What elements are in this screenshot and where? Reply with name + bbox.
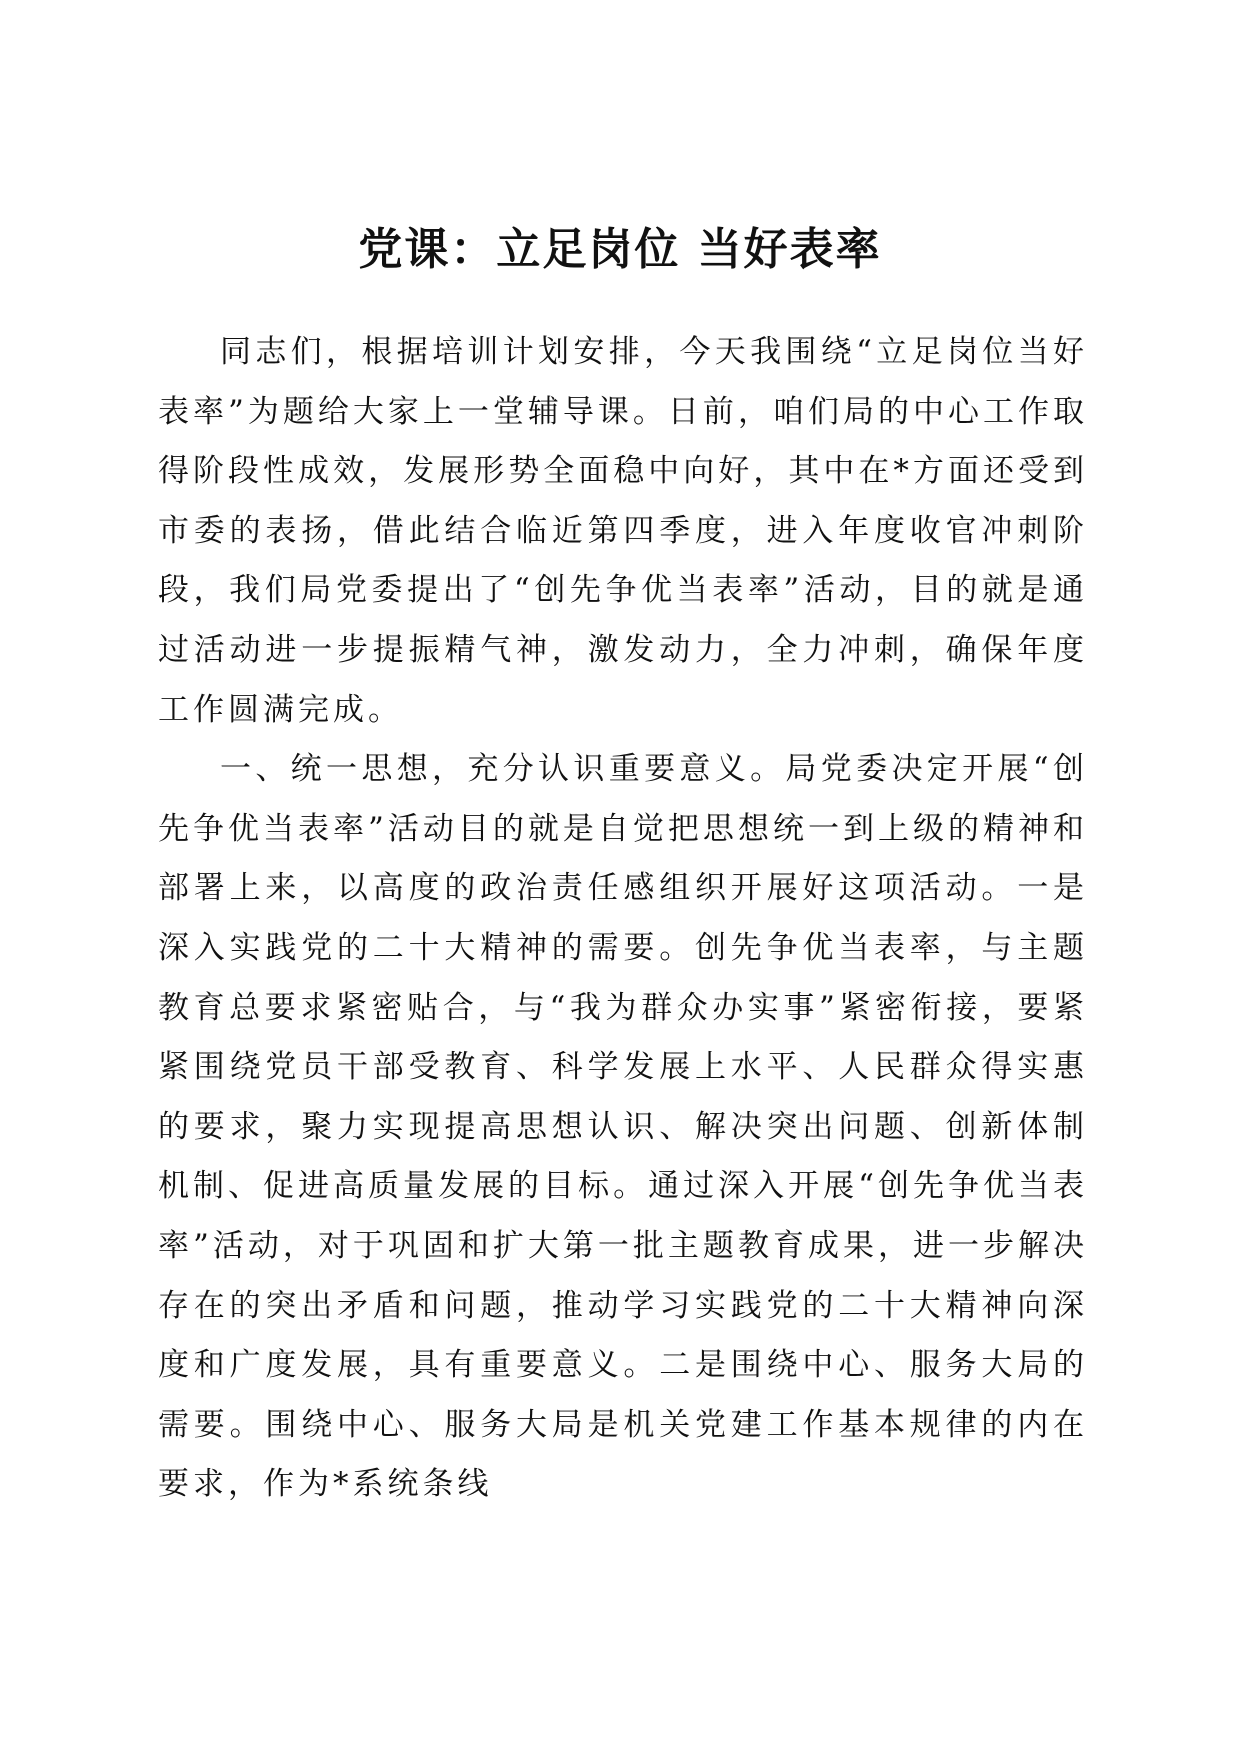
paragraph-intro: 同志们，根据培训计划安排，今天我围绕“立足岗位当好表率”为题给大家上一堂辅导课。日前，咱们局的中心工作取得阶段性成效，发展形势全面稳中向好，其中在*方面还受到市委的表扬，借此结合临近第四季度，进入年度收官冲刺阶段，我们局党委提出了“创先争优当表率”活动，目的就是通过活动进一步提振精气神，激发动力，全力冲刺，确保年度工作圆满完成。 xyxy=(158,334,1088,728)
document-body xyxy=(158,323,1088,1515)
document-title: 党课：立足岗位 当好表率 xyxy=(358,224,882,275)
paragraph-section-one: 一、统一思想，充分认识重要意义。局党委决定开展“创先争优当表率”活动目的就是自觉把思想统一到上级的精神和部署上来，以高度的政治责任感组织开展好这项活动。一是深入实践党的二十大精神的需要。创先争优当表率，与主题教育总要求紧密贴合，与“我为群众办实事”紧密衔接，要紧紧围绕党员干部受教育、科学发展上水平、人民群众得实惠的要求，聚力实现提高思想认识、解决突出问题、创新体制机制、促进高质量发展的目标。通过深入开展“创先争优当表率”活动，对于巩固和扩大第一批主题教育成果，进一步解决存在的突出矛盾和问题，推动学习实践党的二十大精神向深度和广度发展，具有重要意义。二是围绕中心、服务大局的需要。围绕中心、服务大局是机关党建工作基本规律的内在要求，作为*系统条线 xyxy=(158,751,1088,1503)
